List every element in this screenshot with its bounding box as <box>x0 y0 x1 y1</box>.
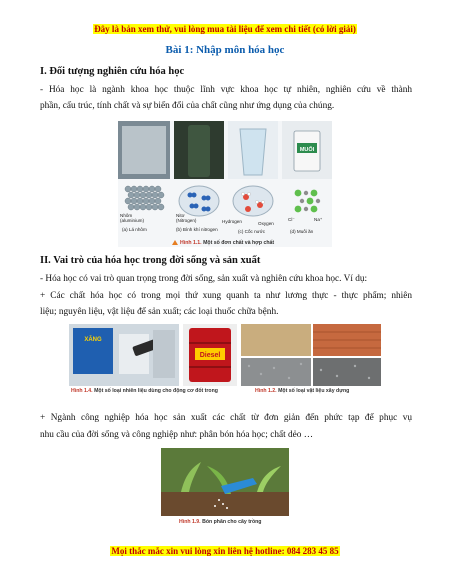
section-2-line-1: - Hóa học có vai trò quan trọng trong đời sống, sản xuất và nghiên cứu khoa học. Ví dụ: <box>40 274 368 284</box>
figure-2-caption-right-prefix: Hình 1.2. <box>255 388 277 394</box>
label-nitrogen: Nitơ (Nitrogen) <box>176 213 197 223</box>
section-3-line-1: + Ngành công nghiệp hóa học sản xuất các chất từ đơn giản đến phức tạp để phục vụ <box>40 413 412 423</box>
figure-2-caption-right <box>255 388 349 394</box>
label-hydrogen: Hydrogen <box>222 219 242 224</box>
label-panel-b: (b) Bình khí nitrogen <box>176 227 218 232</box>
figure-fertilizing <box>161 448 289 528</box>
label-oxygen: Oxygen <box>258 221 274 226</box>
figure-3-illustration <box>161 448 289 528</box>
hotline-banner <box>0 546 450 556</box>
section-1-heading: I. Đối tượng nghiên cứu hóa học <box>40 66 185 77</box>
section-2-heading: II. Vai trò của hóa học trong đời sống và sản xuất <box>40 255 261 266</box>
figure-elements-compounds <box>118 121 332 247</box>
lesson-title: Bài 1: Nhập môn hóa học <box>165 44 285 56</box>
preview-banner-text: Đây là bản xem thử, vui lòng mua tài liệu để xem chi tiết (có lời giải) <box>94 24 356 34</box>
label-sodium: Na⁺ <box>314 217 323 222</box>
figure-1-caption-prefix: Hình 1.1. <box>180 240 202 246</box>
figure-2-caption-left-prefix: Hình 1.4. <box>71 388 93 394</box>
diesel-drum-label: Diesel <box>199 352 221 359</box>
section-3-line-2: nhu cầu của đời sống và công nghiệp như: phân bón hóa học; chất dẻo … <box>40 430 314 440</box>
label-aluminium: Nhôm (aluminium) <box>120 213 144 223</box>
salt-box-label: MUỐI <box>299 147 315 153</box>
figure-2-illustration <box>69 324 381 397</box>
figure-2-caption-left-text: Một số loại nhiên liệu dùng cho động cơ đốt trong <box>94 388 218 394</box>
figure-1-caption-text: Một số đơn chất và hợp chất <box>203 240 275 246</box>
preview-banner <box>0 24 450 34</box>
label-panel-c: (c) Cốc nước <box>238 229 266 234</box>
label-chloride: Cl⁻ <box>288 217 295 222</box>
label-panel-d: (d) Muối ăn <box>290 229 314 234</box>
section-1-line-1: - Hóa học là ngành khoa học thuộc lĩnh vực khoa học tự nhiên, nghiên cứu về thành <box>40 85 412 95</box>
hotline-banner-text: Mọi thắc mắc xin vui lòng xin liên hệ hotline: 084 283 45 85 <box>111 546 339 556</box>
figure-3-caption-text: Bón phân cho cây trồng <box>202 519 262 525</box>
section-1-line-2: phần, cấu trúc, tính chất và sự biến đổi của chất cũng như ứng dụng của chúng. <box>40 101 335 111</box>
figure-2-caption-right-text: Một số loại vật liệu xây dựng <box>278 388 350 394</box>
figure-fuels-materials <box>69 324 381 397</box>
section-2-line-2: + Các chất hóa học có trong mọi thứ xung quanh ta như lương thực - thực phẩm; nhiên <box>40 291 412 301</box>
caption-marker-icon <box>172 240 178 245</box>
figure-2-caption-left <box>71 388 218 394</box>
figure-1-caption <box>172 240 274 246</box>
figure-3-caption-prefix: Hình 1.9. <box>179 519 201 525</box>
figure-3-caption <box>179 519 261 525</box>
section-2-line-3: liệu; nguyên liệu, vật liệu để sản xuất; các loại thuốc chữa bệnh. <box>40 307 279 317</box>
label-panel-a: (a) Lá nhôm <box>122 227 147 232</box>
fuel-sign-text: XĂNG <box>84 337 102 343</box>
